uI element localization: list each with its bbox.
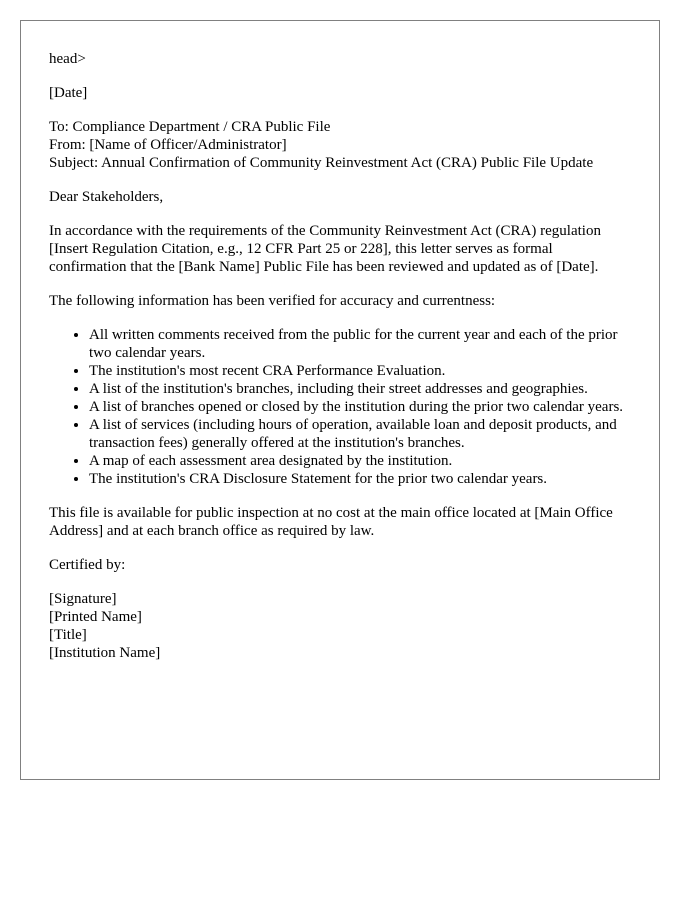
institution-name-line: [Institution Name] <box>49 645 161 661</box>
list-item: • A map of each assessment area designated by the institution. <box>89 452 631 470</box>
to-line: To: Compliance Department / CRA Public File <box>49 119 331 135</box>
list-item: • The institution's CRA Disclosure Statement for the prior two calendar years. <box>89 470 631 488</box>
from-line: From: [Name of Officer/Administrator] <box>49 137 287 153</box>
certified-by: Certified by: <box>49 557 126 573</box>
signature-line: [Signature] <box>49 591 117 607</box>
list-item: • All written comments received from the public for the current year and each of the prior two calendar years. <box>89 326 631 362</box>
letter-header-block <box>49 118 631 172</box>
list-intro: The following information has been verified for accuracy and currentness: <box>49 293 496 309</box>
list-item: • A list of services (including hours of operation, available loan and deposit products, and transaction fees) generally offered at the institution's branches. <box>89 416 631 452</box>
intro-paragraph: In accordance with the requirements of the Community Reinvestment Act (CRA) regulation [Insert Regulation Citation, e.g., 12 CFR Part 25 or 228], this letter serves as formal confirmation that the [Bank Name] Public File has been reviewed and updated as of [Date]. <box>49 223 601 275</box>
verified-items-list <box>49 326 631 488</box>
title-line: [Title] <box>49 627 87 643</box>
availability-paragraph: This file is available for public inspection at no cost at the main office located at [Main Office Address] and at each branch office as required by law. <box>49 505 613 539</box>
greeting: Dear Stakeholders, <box>49 189 164 205</box>
letter-date: [Date] <box>49 85 88 101</box>
list-item: • A list of branches opened or closed by the institution during the prior two calendar years. <box>89 398 631 416</box>
signature-block <box>49 590 631 662</box>
list-item: • A list of the institution's branches, including their street addresses and geographies. <box>89 380 631 398</box>
letter-page <box>20 20 660 780</box>
stray-head-text: head> <box>49 51 86 67</box>
printed-name-line: [Printed Name] <box>49 609 142 625</box>
subject-line: Subject: Annual Confirmation of Community Reinvestment Act (CRA) Public File Update <box>49 155 594 171</box>
list-item: • The institution's most recent CRA Performance Evaluation. <box>89 362 631 380</box>
